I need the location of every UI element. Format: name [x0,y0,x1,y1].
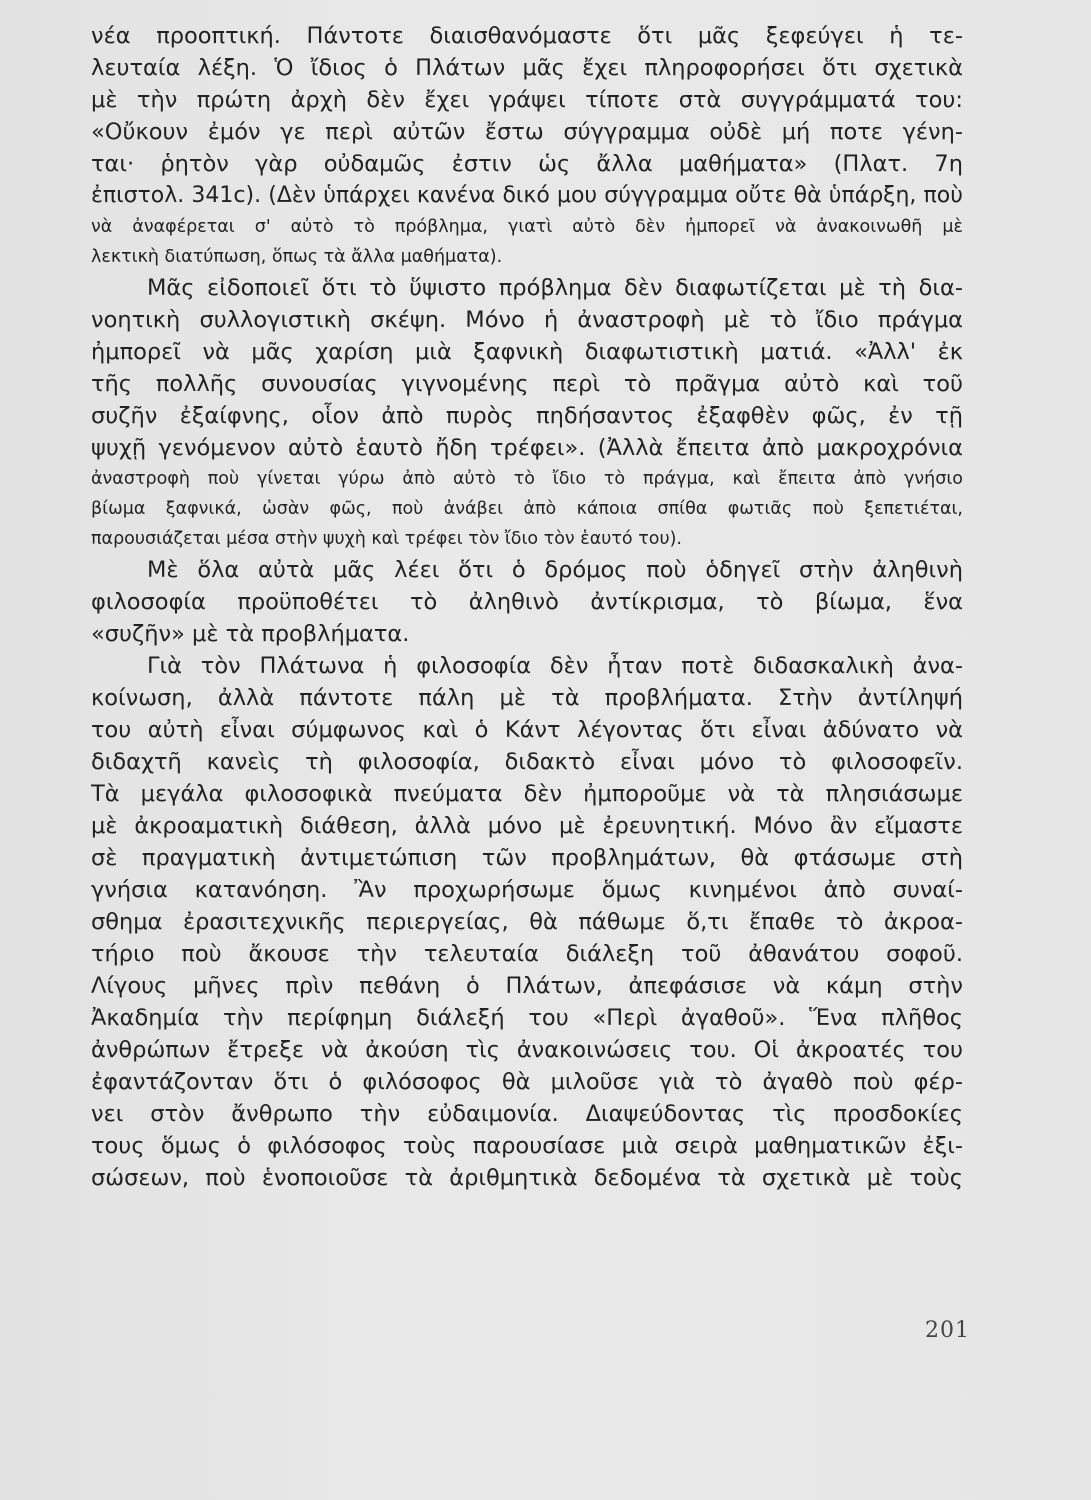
translation-note-line: ἀναστροφὴ ποὺ γίνεται γύρω ἀπὸ αὐτὸ τὸ ἴδιο τὸ πράγμα, καὶ ἔπειτα ἀπὸ γνήσιο [91,469,963,489]
paragraph-start: Μὲ ὅλα αὐτὰ μᾶς λέει ὅτι ὁ δρόμος ποὺ ὁδηγεῖ στὴν ἀληθινὴ [147,557,963,583]
text-line: σθημα ἐρασιτεχνικῆς περιεργείας, θὰ πάθωμε ὅ,τι ἔπαθε τὸ ἀκροα- [91,909,963,935]
text-line-with-note: ἐπιστολ. 341c). (Δὲν ὑπάρχει κανένα δικό μου σύγγραμμα οὔτε θὰ ὑπάρξη, ποὺ [91,183,963,208]
text-line: ται· ῥητὸν γὰρ οὐδαμῶς ἐστιν ὡς ἄλλα μαθήματα» (Πλατ. 7η [91,151,963,177]
text-line: τήριο ποὺ ἄκουσε τὴν τελευταία διάλεξη τοῦ ἀθανάτου σοφοῦ. [91,941,963,967]
page-number: 201 [925,1318,970,1343]
translation-note-line: λεκτικὴ διατύπωση, ὅπως τὰ ἄλλα μαθήματα). [91,247,503,267]
translation-note-line: νὰ ἀναφέρεται σ' αὐτὸ τὸ πρόβλημα, γιατὶ αὐτὸ δὲν ἠμπορεῖ νὰ ἀνακοινωθῆ μὲ [91,217,963,237]
text-line: τους ὅμως ὁ φιλόσοφος τοὺς παρουσίασε μιὰ σειρὰ μαθηματικῶν ἐξι- [91,1133,963,1159]
text-line: κοίνωση, ἀλλὰ πάντοτε πάλη μὲ τὰ προβλήματα. Στὴν ἀντίληψή [91,685,963,711]
text-line: ἀνθρώπων ἔτρεξε νὰ ἀκούση τὶς ἀνακοινώσεις του. Οἱ ἀκροατές του [91,1037,963,1063]
text-line: «Οὔκουν ἐμόν γε περὶ αὐτῶν ἔστω σύγγραμμα οὐδὲ μή ποτε γένη- [91,119,963,145]
text-line: νοητικὴ συλλογιστικὴ σκέψη. Μόνο ἡ ἀναστροφὴ μὲ τὸ ἴδιο πράγμα [91,307,963,333]
text-line: γνήσια κατανόηση. Ἂν προχωρήσωμε ὅμως κινημένοι ἀπὸ συναί- [91,877,963,903]
paragraph-start: Γιὰ τὸν Πλάτωνα ἡ φιλοσοφία δὲν ἦταν ποτὲ διδασκαλικὴ ἀνα- [147,653,963,679]
text-line: Τὰ μεγάλα φιλοσοφικὰ πνεύματα δὲν ἠμποροῦμε νὰ τὰ πλησιάσωμε [91,781,963,807]
text-line: «συζῆν» μὲ τὰ προβλήματα. [91,621,410,647]
text-line: ἐφαντάζονταν ὅτι ὁ φιλόσοφος θὰ μιλοῦσε γιὰ τὸ ἀγαθὸ ποὺ φέρ- [91,1069,963,1095]
text-line: σώσεων, ποὺ ἑνοποιοῦσε τὰ ἀριθμητικὰ δεδομένα τὰ σχετικὰ μὲ τοὺς [91,1165,963,1191]
text-line: συζῆν ἐξαίφνης, οἷον ἀπὸ πυρὸς πηδήσαντος ἐξαφθὲν φῶς, ἐν τῇ [91,403,963,429]
text-line: νέα προοπτική. Πάντοτε διαισθανόμαστε ὅτι μᾶς ξεφεύγει ἡ τε- [91,23,963,49]
text-line: Ἀκαδημία τὴν περίφημη διάλεξή του «Περὶ ἀγαθοῦ». Ἕνα πλῆθος [91,1005,963,1031]
body-text [91,20,963,1194]
text-line: λευταία λέξη. Ὁ ἴδιος ὁ Πλάτων μᾶς ἔχει πληροφορήσει ὅτι σχετικὰ [91,55,963,81]
text-line: μὲ ἀκροαματικὴ διάθεση, ἀλλὰ μόνο μὲ ἐρευνητική. Μόνο ἂν εἴμαστε [91,813,963,839]
text-line: νει στὸν ἄνθρωπο τὴν εὐδαιμονία. Διαψεύδοντας τὶς προσδοκίες [91,1101,963,1127]
text-line: μὲ τὴν πρώτη ἀρχὴ δὲν ἔχει γράψει τίποτε στὰ συγγράμματά του: [91,87,963,113]
translation-note-line: παρουσιάζεται μέσα στὴν ψυχὴ καὶ τρέφει τὸν ἴδιο τὸν ἑαυτό του). [91,529,682,549]
paragraph-start: Μᾶς εἰδοποιεῖ ὅτι τὸ ὕψιστο πρόβλημα δὲν διαφωτίζεται μὲ τὴ δια- [147,275,963,301]
translation-note-line: βίωμα ξαφνικά, ὡσὰν φῶς, ποὺ ἀνάβει ἀπὸ κάποια σπίθα φωτιᾶς ποὺ ξεπετιέται, [91,499,963,519]
text-line: φιλοσοφία προϋποθέτει τὸ ἀληθινὸ ἀντίκρισμα, τὸ βίωμα, ἕνα [91,589,963,615]
text-line: ἠμπορεῖ νὰ μᾶς χαρίση μιὰ ξαφνικὴ διαφωτιστικὴ ματιά. «Ἀλλ' ἐκ [91,339,963,365]
text-line: του αὐτὴ εἶναι σύμφωνος καὶ ὁ Κάντ λέγοντας ὅτι εἶναι ἀδύνατο νὰ [91,717,963,743]
text-line: Λίγους μῆνες πρὶν πεθάνη ὁ Πλάτων, ἀπεφάσισε νὰ κάμη στὴν [91,973,963,999]
text-line-with-note: ψυχῇ γενόμενον αὐτὸ ἑαυτὸ ἤδη τρέφει». (Ἀλλὰ ἔπειτα ἀπὸ μακροχρόνια [91,435,963,461]
text-line: διδαχτῆ κανεὶς τὴ φιλοσοφία, διδακτὸ εἶναι μόνο τὸ φιλοσοφεῖν. [91,749,963,775]
text-line: τῆς πολλῆς συνουσίας γιγνομένης περὶ τὸ πρᾶγμα αὐτὸ καὶ τοῦ [91,371,963,397]
text-line: σὲ πραγματικὴ ἀντιμετώπιση τῶν προβλημάτων, θὰ φτάσωμε στὴ [91,845,963,871]
